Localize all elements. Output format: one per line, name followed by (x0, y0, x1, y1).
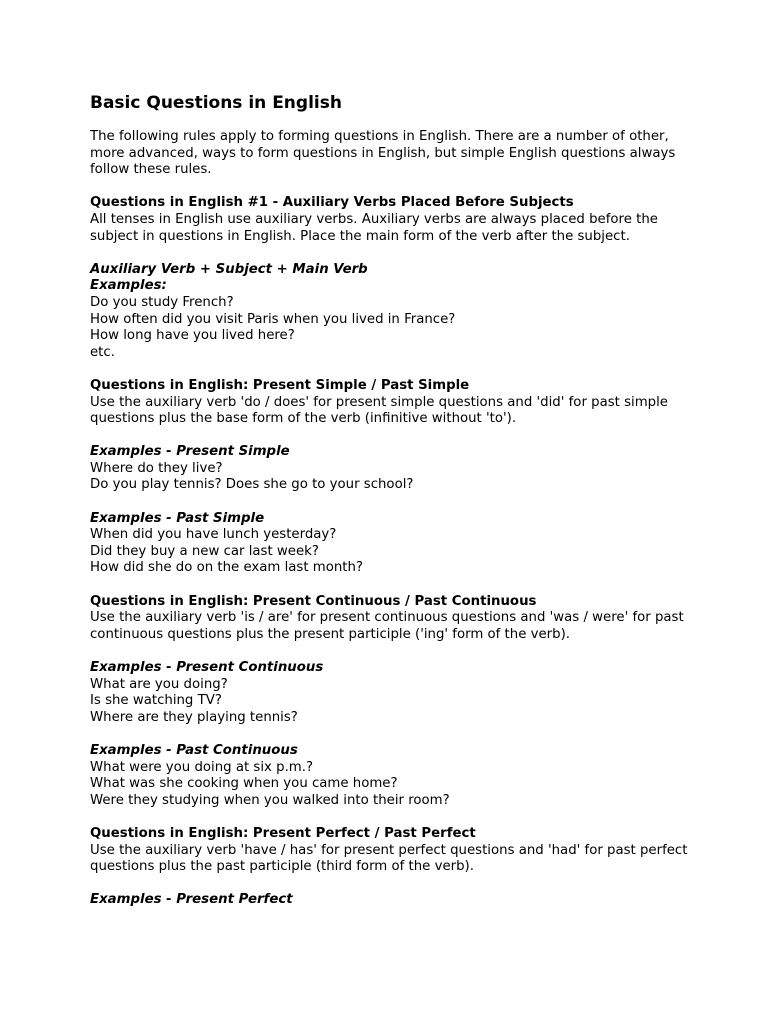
examples-label-past-continuous: Examples - Past Continuous (90, 742, 298, 758)
spacer (90, 361, 690, 378)
example-line: How long have you lived here? (90, 328, 295, 344)
intro-paragraph: The following rules apply to forming questions in English. There are a number of other, more advanced, ways to form questions in English, but simple English questions always follow these rules. (90, 129, 676, 178)
example-line: Were they studying when you walked into their room? (90, 792, 450, 808)
example-line: Do you play tennis? Does she go to your school? (90, 477, 414, 493)
example-line: Where are they playing tennis? (90, 709, 298, 725)
examples-label-present-simple: Examples - Present Simple (90, 444, 290, 460)
section-body-simple: Use the auxiliary verb 'do / does' for present simple questions and 'did' for past simple questions plus the base form of the verb (infinitive without 'to'). (90, 394, 668, 427)
spacer (90, 179, 690, 196)
examples-label-past-simple: Examples - Past Simple (90, 510, 265, 526)
section-heading-continuous: Questions in English: Present Continuous / Past Continuous (90, 593, 537, 609)
section-heading-simple: Questions in English: Present Simple / Past Simple (90, 377, 470, 393)
spacer (90, 809, 690, 826)
spacer (90, 876, 690, 893)
document-title: Basic Questions in English (90, 93, 342, 113)
example-line: Where do they live? (90, 460, 223, 476)
example-line: Is she watching TV? (90, 693, 222, 709)
spacer (90, 245, 690, 262)
spacer (90, 726, 690, 743)
spacer (90, 428, 690, 445)
example-line: When did you have lunch yesterday? (90, 527, 337, 543)
spacer (90, 577, 690, 594)
example-line: How often did you visit Paris when you lived in France? (90, 311, 456, 327)
example-line: Did they buy a new car last week? (90, 543, 319, 559)
example-line: What was she cooking when you came home? (90, 776, 398, 792)
section-body-auxiliary-verbs: All tenses in English use auxiliary verbs. Auxiliary verbs are always placed before the subject in questions in English. Place the main form of the verb after the subject. (90, 211, 658, 244)
spacer (90, 643, 690, 660)
example-line: Do you study French? (90, 294, 234, 310)
section-body-continuous: Use the auxiliary verb 'is / are' for present continuous questions and 'was / were' for past continuous questions plus the present participle ('ing' form of the verb). (90, 610, 684, 642)
example-line: What were you doing at six p.m.? (90, 759, 314, 775)
examples-label-present-perfect: Examples - Present Perfect (90, 892, 293, 908)
example-line: What are you doing? (90, 676, 228, 692)
document-page (90, 92, 690, 909)
examples-label-present-continuous: Examples - Present Continuous (90, 660, 324, 675)
section-heading-perfect: Questions in English: Present Perfect / Past Perfect (90, 825, 476, 841)
spacer (90, 494, 690, 511)
section-heading-auxiliary-verbs: Questions in English #1 - Auxiliary Verbs Placed Before Subjects (90, 195, 574, 211)
formula-line: Auxiliary Verb + Subject + Main Verb (90, 261, 368, 277)
section-body-perfect: Use the auxiliary verb 'have / has' for present perfect questions and 'had' for past perfect questions plus the past participle (third form of the verb). (90, 842, 688, 875)
example-line: etc. (90, 344, 115, 360)
examples-label: Examples: (90, 278, 167, 294)
example-line: How did she do on the exam last month? (90, 560, 364, 576)
